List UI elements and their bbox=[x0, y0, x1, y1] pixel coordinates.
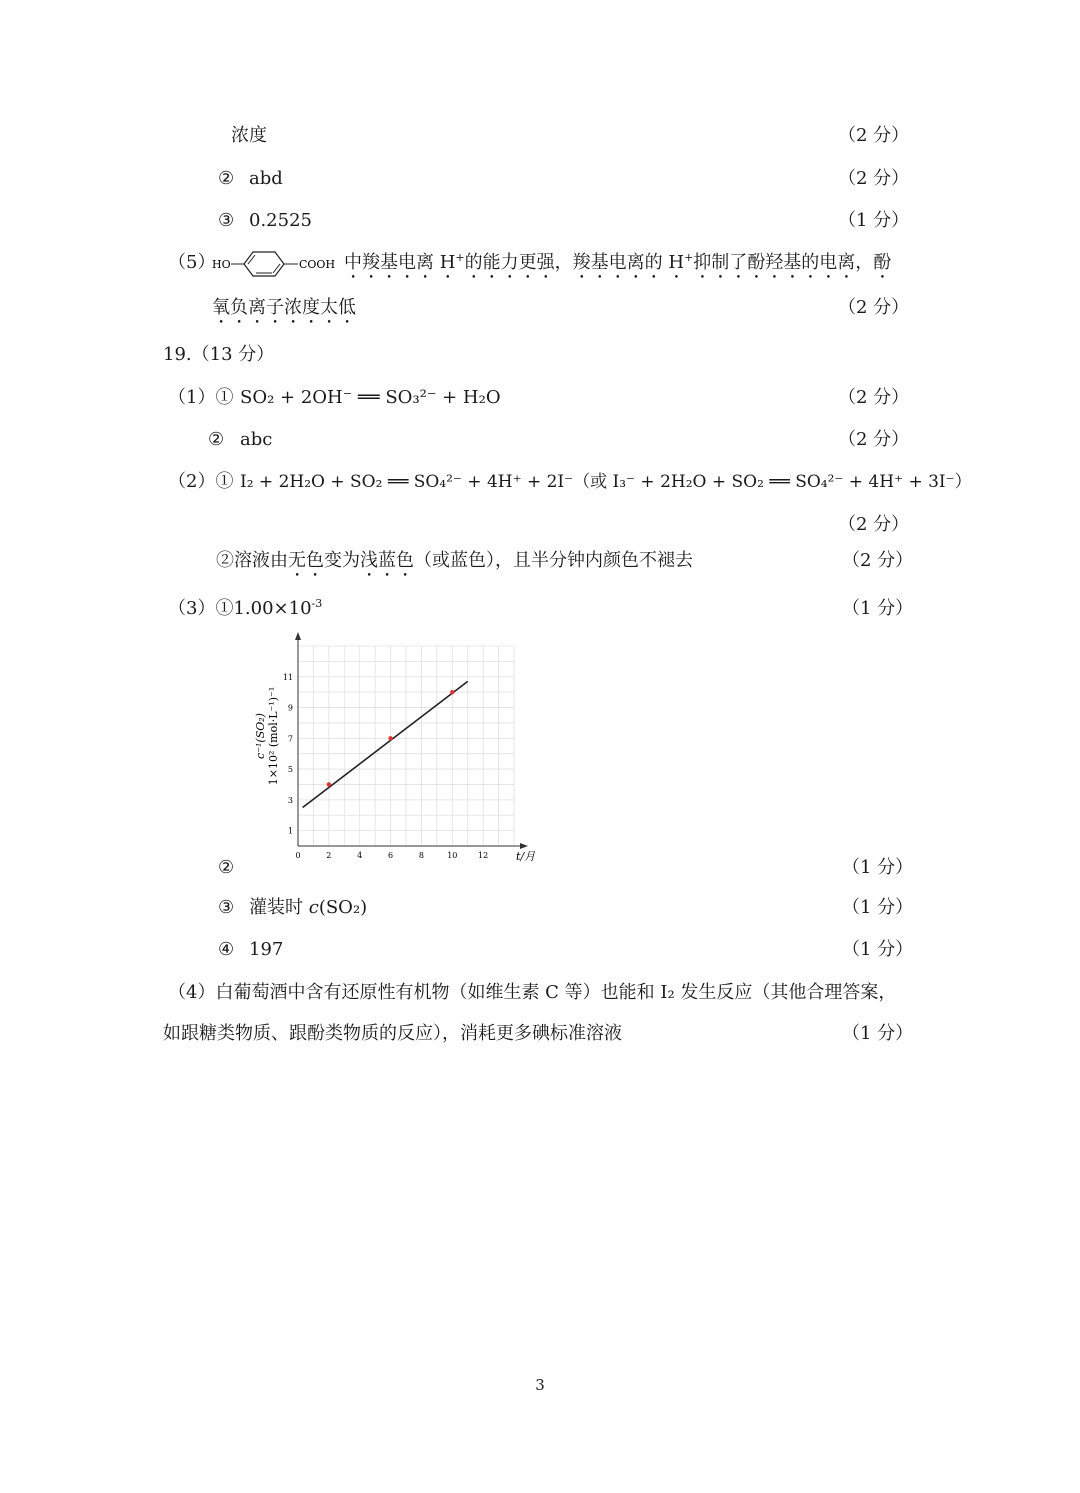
x-tick-label: 0 bbox=[295, 851, 301, 860]
data-point bbox=[450, 690, 454, 694]
y-axis-arrow bbox=[295, 632, 301, 640]
item-number: ② bbox=[208, 429, 225, 450]
fit-line bbox=[303, 681, 468, 807]
score-a5: （1 分） bbox=[838, 210, 910, 231]
chart-marks bbox=[303, 681, 468, 807]
equation-1: SO₂ + 2OH⁻ ══ SO₃²⁻ + H₂O bbox=[240, 387, 501, 408]
part-4-line1: （4）白葡萄酒中含有还原性有机物（如维生素 C 等）也能和 I₂ 发生反应（其他合理答案， bbox=[168, 982, 897, 1003]
answer-text: 0.2525 bbox=[249, 210, 312, 231]
hydroxybenzoic-acid-structure bbox=[212, 250, 346, 278]
x-tick-label: 12 bbox=[478, 851, 489, 860]
question-19-title: 19.（13 分） bbox=[163, 344, 275, 365]
data-point bbox=[388, 736, 392, 740]
mol-ho-label: HO bbox=[212, 258, 231, 271]
y-axis-label-line2: 1×10² (mol·L⁻¹)⁻¹ bbox=[267, 686, 280, 786]
score-p5: （2 分） bbox=[838, 297, 910, 318]
chart-axes bbox=[295, 632, 528, 849]
y-tick-label: 3 bbox=[287, 795, 293, 805]
part-5-line2: 氧负离子浓度太低 bbox=[212, 297, 356, 318]
equation-2: I₂ + 2H₂O + SO₂ ══ SO₄²⁻ + 4H⁺ + 2I⁻（或 I₃⁻ + 2H₂O + SO₂ ══ SO₄²⁻ + 4H⁺ + 3I⁻） bbox=[240, 472, 972, 492]
answer-text: 灌装时 c(SO₂) bbox=[249, 897, 368, 918]
part-4-line2: 如跟糖类物质、跟酚类物质的反应），消耗更多碘标准溶液 bbox=[163, 1023, 622, 1044]
x-tick-label: 2 bbox=[326, 851, 332, 860]
score-p2: （2 分） bbox=[838, 514, 910, 535]
x-tick-label: 4 bbox=[357, 851, 363, 860]
score-p3c: （1 分） bbox=[842, 897, 914, 918]
part-3-answer: $(3)①1.00\times 10^{-3}$ bbox=[168, 597, 323, 619]
mol-cooh-label: COOH bbox=[299, 258, 336, 271]
x-axis-label: t/月 bbox=[516, 850, 536, 863]
data-point bbox=[327, 782, 331, 786]
score-p1: （2 分） bbox=[838, 387, 910, 408]
score-p4: （1 分） bbox=[842, 1023, 914, 1044]
score-p1b: （2 分） bbox=[838, 429, 910, 450]
part-2-label: （2）① bbox=[168, 471, 234, 492]
page-number: 3 bbox=[535, 1376, 545, 1394]
answer-text: abc bbox=[240, 429, 273, 450]
answer-text: abd bbox=[249, 168, 283, 189]
item-number: ③ bbox=[218, 210, 235, 231]
y-tick-label: 1 bbox=[287, 826, 293, 836]
item-number: ③ bbox=[218, 897, 235, 918]
item-number: ④ bbox=[218, 939, 235, 960]
x-axis-arrow bbox=[520, 843, 528, 849]
part-2-answer: ②溶液由无色变为浅蓝色（或蓝色），且半分钟内颜色不褪去 bbox=[216, 550, 693, 571]
score-a3: （2 分） bbox=[838, 125, 910, 146]
part-5-label: （5） bbox=[168, 252, 216, 273]
score-p3: （1 分） bbox=[842, 598, 914, 619]
y-tick-label: 5 bbox=[287, 765, 293, 775]
item-number: ② bbox=[218, 857, 235, 878]
item-number: ② bbox=[218, 168, 235, 189]
answer-3-text: 浓度 bbox=[231, 125, 267, 146]
score-p3b: （1 分） bbox=[842, 857, 914, 878]
score-a4: （2 分） bbox=[838, 168, 910, 189]
y-axis-label-line1: c⁻¹(SO₂) bbox=[254, 713, 267, 759]
x-tick-label: 10 bbox=[447, 851, 458, 860]
x-tick-label: 8 bbox=[418, 851, 424, 860]
y-tick-label: 7 bbox=[287, 734, 293, 744]
score-p2b: （2 分） bbox=[842, 550, 914, 571]
part-1-label: （1）① bbox=[168, 387, 234, 408]
score-p3d: （1 分） bbox=[842, 939, 914, 960]
x-tick-label: 6 bbox=[388, 851, 394, 860]
so2-concentration-chart bbox=[250, 632, 550, 872]
y-tick-label: 9 bbox=[287, 703, 293, 713]
chart-grid bbox=[298, 646, 514, 846]
answer-text: 197 bbox=[249, 939, 284, 960]
y-tick-label: 11 bbox=[282, 672, 293, 682]
part-5-text: 中羧基电离 H+的能力更强，羧基电离的 H+抑制了酚羟基的电离，酚 bbox=[344, 251, 892, 273]
